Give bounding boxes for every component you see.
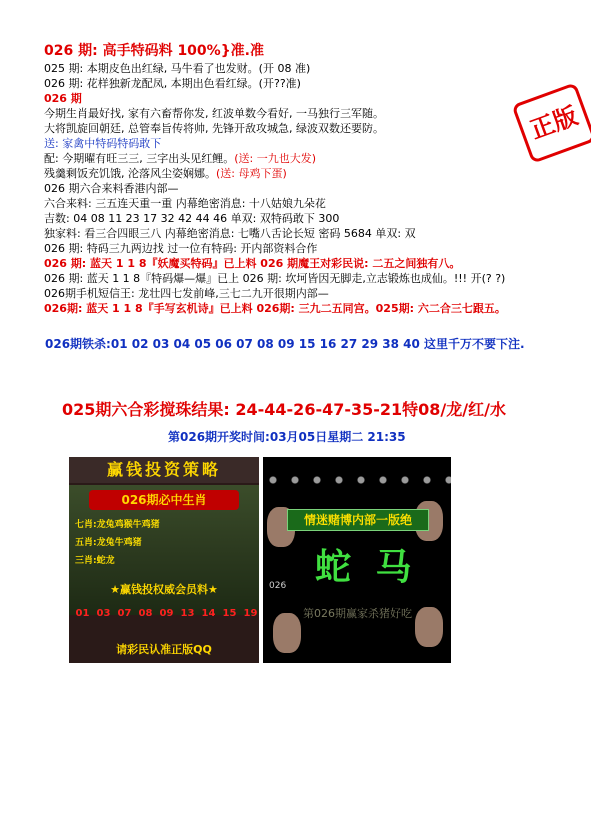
number-cell: 13	[180, 608, 195, 619]
page-title: 026 期: 高手特码料 100%}准.准	[44, 43, 264, 59]
line-026-head: 026 期	[44, 92, 82, 105]
flower-border	[263, 465, 451, 495]
gift-tail: (送: 母鸡下蛋)	[216, 167, 287, 180]
number-cell: 01	[75, 608, 90, 619]
portrait-right-bottom	[415, 607, 443, 647]
number-cell: 03	[96, 608, 111, 619]
special-code-line: 026 期: 特码三九两边找 过一位有特码: 开内部资料合作	[44, 242, 318, 255]
poem-line-1: 今期生肖最好找, 家有六畜帮你发, 红波单数今看好, 一马独行三军随。	[44, 107, 384, 120]
strategy-image	[69, 457, 259, 663]
line-025-note: 025 期: 本期皮色出红绿, 马牛看了也发财。(开 08 准)	[44, 62, 311, 75]
authentic-stamp: 正版	[511, 82, 591, 164]
zodiac-period: 026	[269, 581, 287, 591]
number-cell: 07	[117, 608, 132, 619]
draw-time: 第026期开奖时间:03月05日星期二 21:35	[168, 430, 406, 444]
strategy-footer: 请彩民认准正版QQ	[116, 643, 212, 656]
strategy-header: 赢钱投资策略	[69, 457, 259, 483]
lucky-numbers-line: 吉数: 04 08 11 23 17 32 42 44 46 单双: 双特码敢下 300	[44, 212, 340, 225]
line-026-note: 026 期: 花样独新龙配凤, 本期出色看红绿。(开??准)	[44, 77, 301, 90]
content-block	[44, 61, 506, 316]
strategy-slogan: ★赢钱投权威会员料★	[110, 583, 218, 596]
pair-line-2: 残羹剩饭充饥饿, 沦落风尘姿娴娜。(送: 母鸡下蛋)	[44, 167, 287, 180]
kill-numbers-line: 026期铁杀:01 02 03 04 05 06 07 08 09 15 16 27 29 38 40 这里千万不要下注.	[45, 337, 525, 351]
number-cell: 19	[243, 608, 258, 619]
bluesky-line-2: 026 期: 蓝天 1 1 8『特码爆—爆』已上 026 期: 坎坷皆因无脚走,立志锻炼也成仙。!!! 开(? ?)	[44, 272, 506, 285]
pair-line-1: 配: 今期曜有旺三三, 三字出头见红鲤。(送: 一九也大发)	[44, 152, 316, 165]
number-cell: 09	[159, 608, 174, 619]
zodiac-banner: 情迷赌博内部一版绝	[287, 509, 429, 531]
pick-seven: 七肖:龙兔鸡猴牛鸡猪	[75, 520, 160, 530]
poem-line-2: 大将凯旋回朝廷, 总管奉旨传将帅, 先锋开敌攻城急, 绿波双数还要防。	[44, 122, 384, 135]
number-cell: 15	[222, 608, 237, 619]
sms-line: 026期手机短信王: 龙壮四七发前峰,三七二九开很期内部—	[44, 287, 329, 300]
bluesky-line-3: 026期: 蓝天 1 1 8『手写玄机诗』已上料 026期: 三九二五同宫。025期: 六二合三七跟五。	[44, 302, 506, 315]
strategy-subheader: 026期必中生肖	[89, 490, 239, 510]
pick-three: 三肖:蛇龙	[75, 556, 115, 566]
number-cell: 14	[201, 608, 216, 619]
bluesky-line-1: 026 期: 蓝天 1 1 8『妖魔买特码』已上料 026 期魔王对彩民说: 二五之间独有八。	[44, 257, 461, 270]
portrait-left-bottom	[273, 613, 301, 653]
hk-source-line: 026 期六合来料香港内部—	[44, 182, 179, 195]
exclusive-material-line: 独家料: 看三合四眼三八 内幕绝密消息: 七嘴八舌论长短 密码 5684 单双: 双	[44, 227, 416, 240]
pick-five: 五肖:龙兔牛鸡猪	[75, 538, 142, 548]
number-cell: 08	[138, 608, 153, 619]
strategy-numbers	[72, 601, 256, 621]
gift-tail: (送: 一九也大发)	[234, 152, 316, 165]
zodiac-picks: 蛇 马	[315, 546, 418, 588]
zodiac-image	[263, 457, 451, 663]
liuhe-material-line: 六合来料: 三五连天重一重 内幕绝密消息: 十八姑娘九朵花	[44, 197, 326, 210]
gift-line: 送: 家禽中特码特码敢下	[44, 137, 162, 150]
draw-result: 025期六合彩搅珠结果: 24-44-26-47-35-21特08/龙/红/水	[62, 400, 506, 419]
zodiac-caption: 第026期赢家杀猪好吃	[303, 607, 412, 620]
